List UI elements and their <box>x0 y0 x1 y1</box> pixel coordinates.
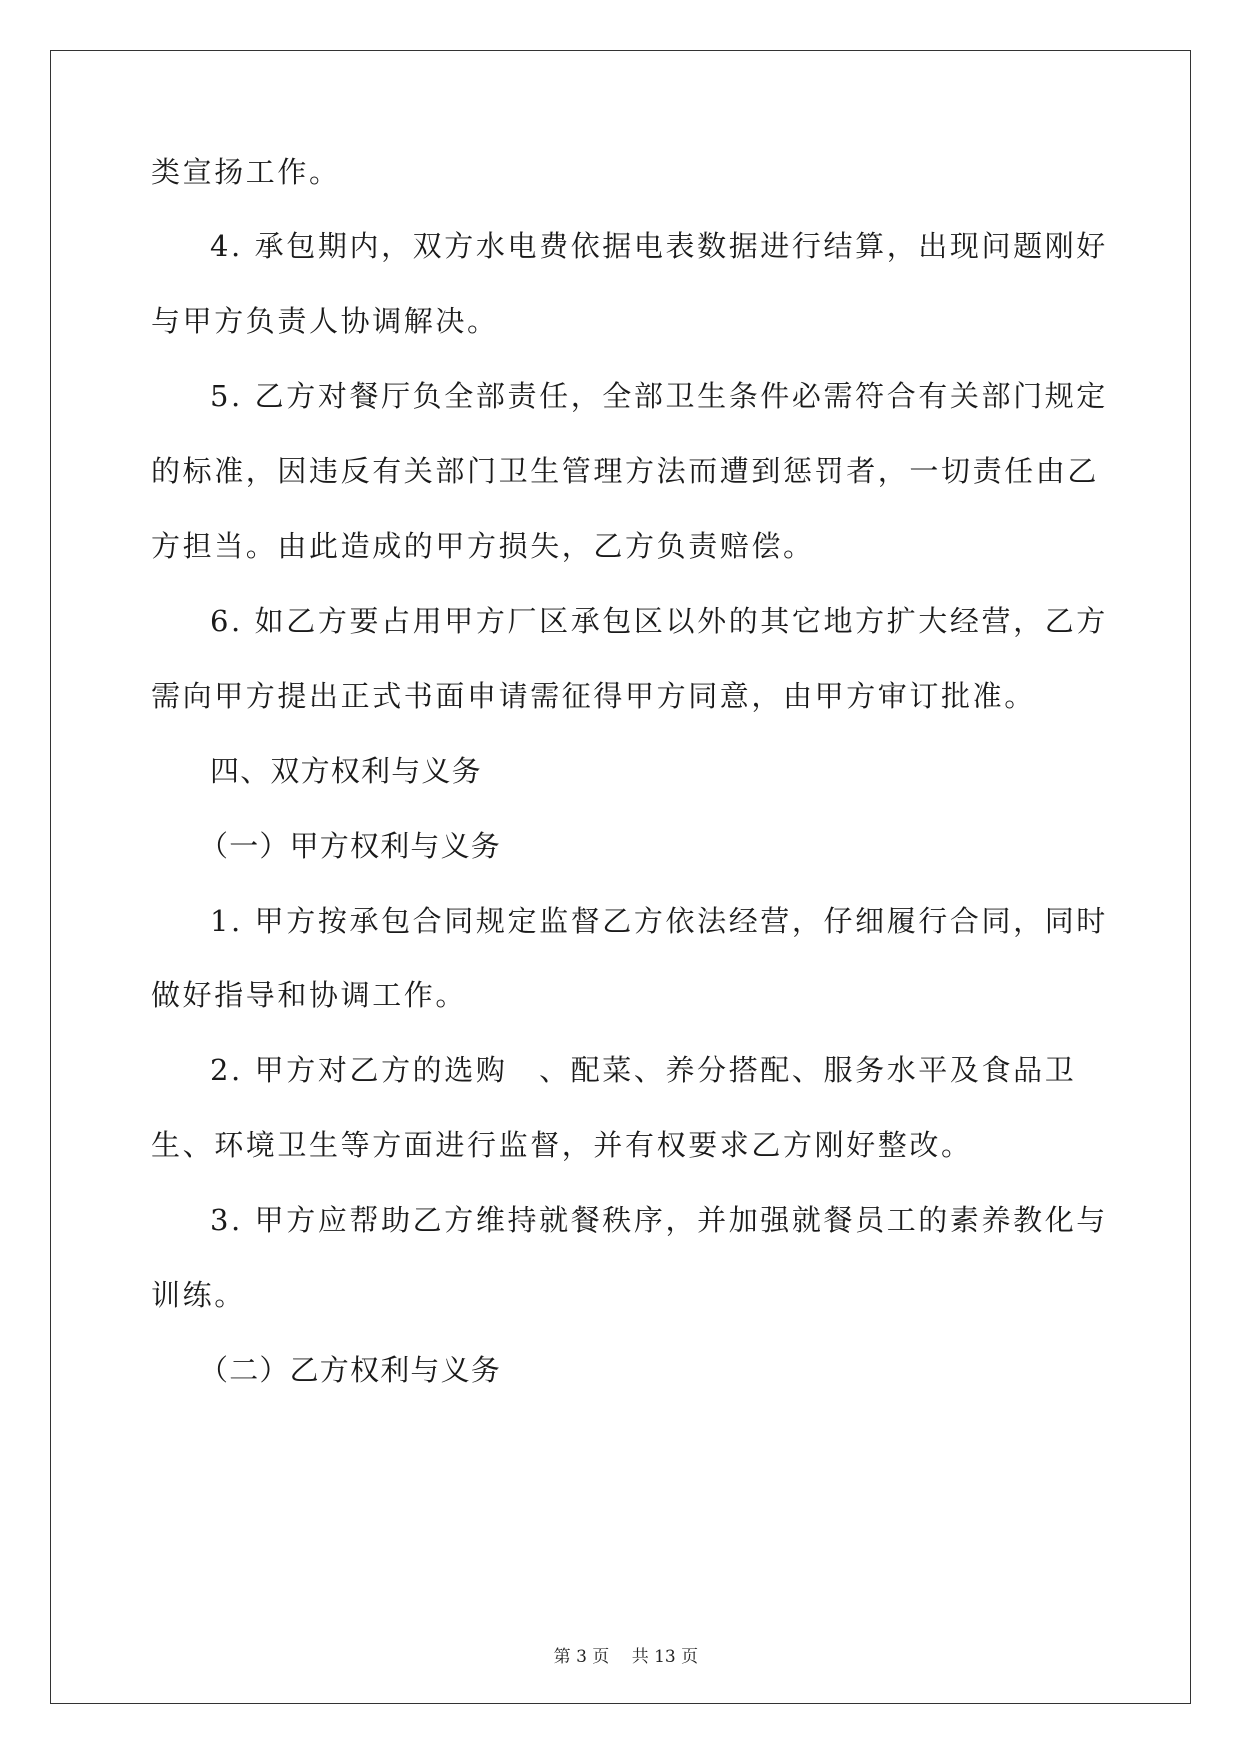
paragraph-line: 生、环境卫生等方面进行监督，并有权要求乙方刚好整改。 <box>151 1128 973 1162</box>
paragraph-line: 5. 乙方对餐厅负全部责任，全部卫生条件必需符合有关部门规定 <box>210 379 1108 413</box>
paragraph-line: 做好指导和协调工作。 <box>151 978 468 1012</box>
paragraph-line: 6. 如乙方要占用甲方厂区承包区以外的其它地方扩大经营，乙方 <box>210 604 1108 638</box>
paragraph-line: 训练。 <box>151 1278 246 1312</box>
paragraph-line: 的标准，因违反有关部门卫生管理方法而遭到惩罚者，一切责任由乙 <box>151 454 1100 488</box>
paragraph-line: 3. 甲方应帮助乙方维持就餐秩序，并加强就餐员工的素养教化与 <box>210 1203 1108 1237</box>
subsection-heading: （二）乙方权利与义务 <box>199 1353 502 1387</box>
page-number-indicator: 第 3 页 共 13 页 <box>553 1647 699 1667</box>
paragraph-line: 方担当。由此造成的甲方损失，乙方负责赔偿。 <box>151 529 815 563</box>
paragraph-line: 2. 甲方对乙方的选购 、配菜、养分搭配、服务水平及食品卫 <box>210 1053 1077 1087</box>
page-border <box>50 50 1191 1704</box>
subsection-heading: （一）甲方权利与义务 <box>199 829 502 863</box>
paragraph-line: 类宣扬工作。 <box>151 155 341 189</box>
paragraph-line: 4. 承包期内，双方水电费依据电表数据进行结算，出现问题刚好 <box>210 229 1108 263</box>
page-footer <box>0 1622 1241 1667</box>
paragraph-line: 需向甲方提出正式书面申请需征得甲方同意，由甲方审订批准。 <box>151 679 1036 713</box>
paragraph-line: 1. 甲方按承包合同规定监督乙方依法经营，仔细履行合同，同时 <box>210 904 1108 938</box>
paragraph-line: 与甲方负责人协调解决。 <box>151 304 499 338</box>
section-heading: 四、双方权利与义务 <box>210 754 482 788</box>
